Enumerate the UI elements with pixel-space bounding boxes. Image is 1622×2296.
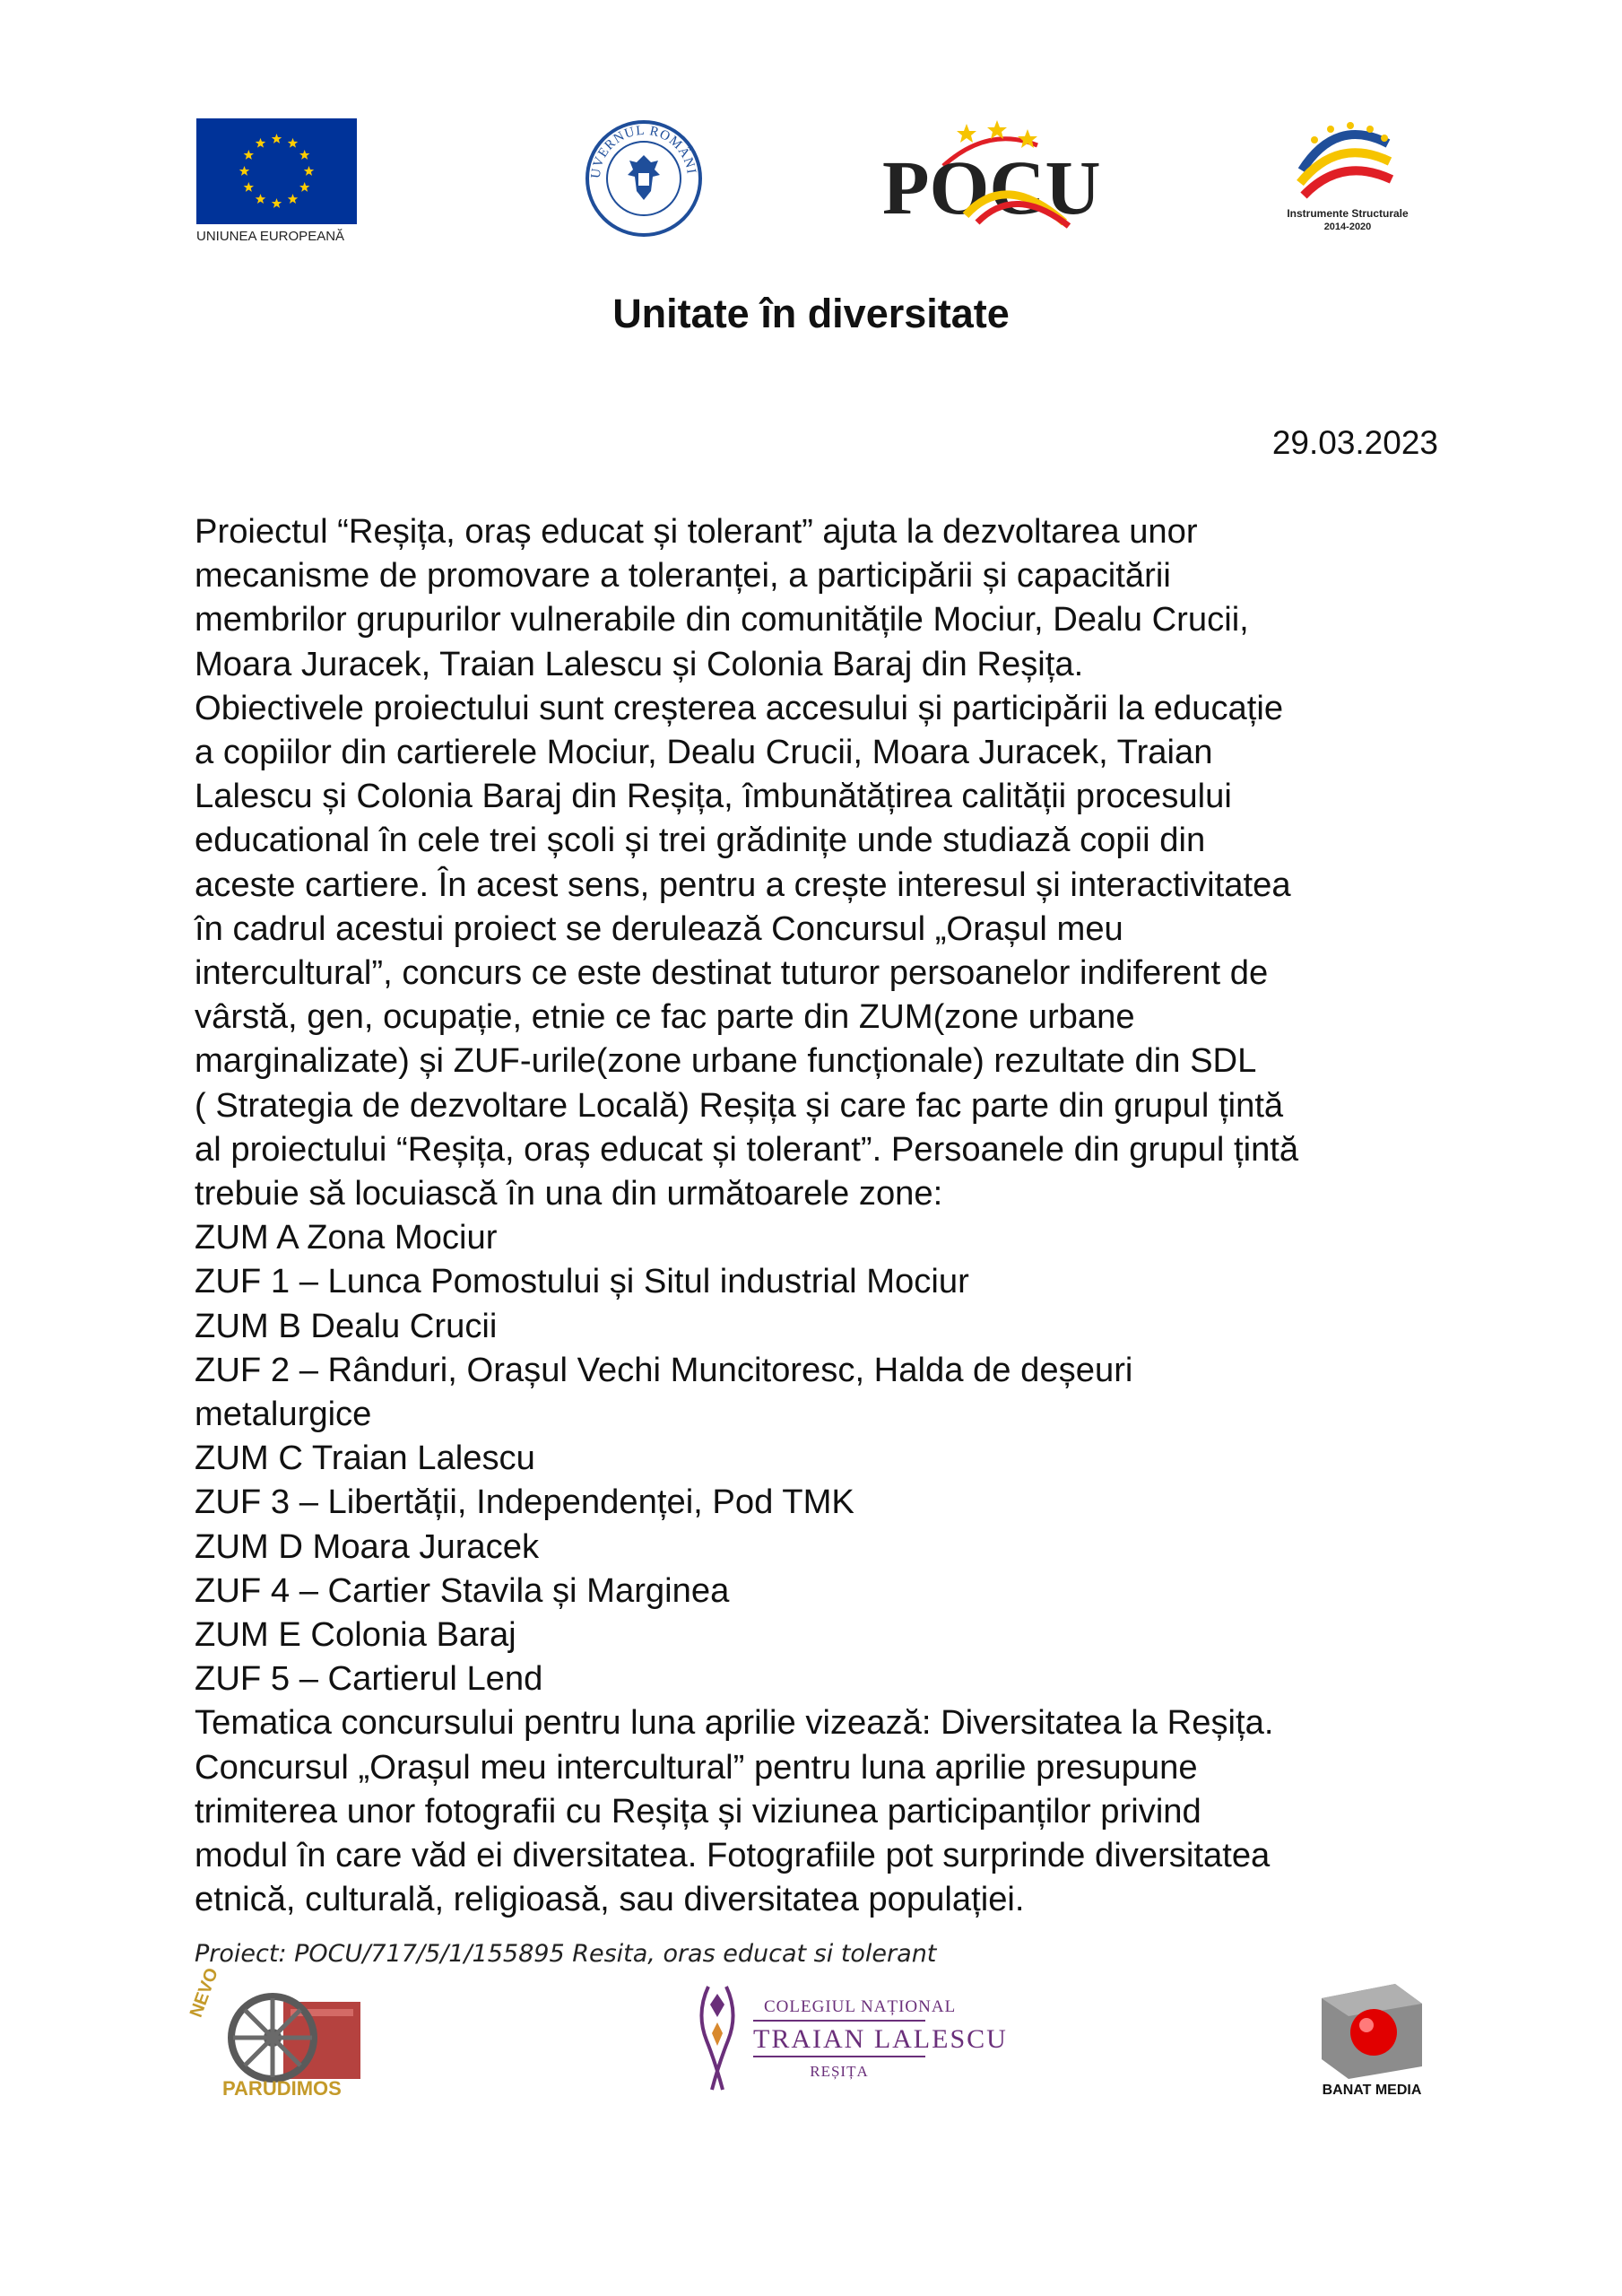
document-body xyxy=(195,509,1468,1922)
body-line: aceste cartiere. În acest sens, pentru a crește interesul și interactivitatea xyxy=(195,865,1291,904)
body-line: marginalizate) și ZUF-urile(zone urbane funcționale) rezultate din SDL xyxy=(195,1041,1257,1081)
nevo-text: NEVO xyxy=(186,1965,222,2021)
gov-seal-icon xyxy=(585,119,703,238)
eu-caption: UNIUNEA EUROPEANĂ xyxy=(196,229,345,244)
body-line: ( Strategia de dezvoltare Locală) Reșița și care fac parte din grupul țintă xyxy=(195,1085,1284,1125)
body-line: ZUM D Moara Juracek xyxy=(195,1526,540,1566)
body-line: ZUF 4 – Cartier Stavila și Marginea xyxy=(195,1570,730,1610)
parudimos-text: PARUDIMOS xyxy=(222,2077,342,2100)
instrumente-structurale-icon xyxy=(1282,117,1413,233)
body-line: ZUF 2 – Rânduri, Orașul Vechi Muncitoresc, Halda de deșeuri xyxy=(195,1350,1133,1389)
body-line: ZUM A Zona Mociur xyxy=(195,1218,498,1257)
body-line: etnică, culturală, religioasă, sau diversitatea populației. xyxy=(195,1880,1025,1919)
body-line: ZUM B Dealu Crucii xyxy=(195,1306,498,1345)
pocu-logo xyxy=(880,117,1112,229)
body-line: a copiilor din cartierele Mociur, Dealu Crucii, Moara Juracek, Traian xyxy=(195,733,1213,772)
nevo-parudimos-icon xyxy=(186,1965,369,2101)
eu-flag-logo xyxy=(196,118,357,244)
body-line: vârstă, gen, ocupație, etnie ce fac parte din ZUM(zone urbane xyxy=(195,997,1135,1037)
pocu-logo-icon xyxy=(880,117,1112,229)
body-line: trimiterea unor fotografii cu Reșița și viziunea participanților privind xyxy=(195,1791,1201,1831)
body-line: Concursul „Orașul meu intercultural” pentru luna aprilie presupune xyxy=(195,1747,1198,1787)
body-line: al proiectului “Reșița, oraș educat și tolerant”. Persoanele din grupul țintă xyxy=(195,1129,1299,1169)
body-line: ZUF 1 – Lunca Pomostului și Situl industrial Mociur xyxy=(195,1262,969,1301)
guvernul-romaniei-seal xyxy=(585,119,703,238)
body-line: Lalescu și Colonia Baraj din Reșița, îmbunătățirea calității procesului xyxy=(195,777,1232,816)
body-line: ZUM E Colonia Baraj xyxy=(195,1615,516,1655)
project-reference: Proiect: POCU/717/5/1/155895 Resita, oras educat si tolerant xyxy=(195,1940,937,1968)
body-line: ZUM C Traian Lalescu xyxy=(195,1439,535,1478)
banat-media-text: BANAT MEDIA xyxy=(1322,2083,1422,2098)
body-line: Obiectivele proiectului sunt creșterea accesului și participării la educație xyxy=(195,688,1284,727)
is-caption: Instrumente Structurale xyxy=(1287,207,1409,220)
body-line: intercultural”, concurs ce este destinat tuturor persoanelor indiferent de xyxy=(195,953,1269,993)
body-line: Tematica concursului pentru luna aprilie vizează: Diversitatea la Reșița. xyxy=(195,1703,1274,1743)
body-line: modul în care văd ei diversitatea. Fotografiile pot surprinde diversitatea xyxy=(195,1836,1271,1875)
colegiul-national-traian-lalescu-logo xyxy=(690,1978,1008,2094)
body-line: ZUF 3 – Libertății, Independenței, Pod TMK xyxy=(195,1483,854,1522)
colegiu-line2: TRAIAN LALESCU xyxy=(753,2024,1008,2054)
body-line: ZUF 5 – Cartierul Lend xyxy=(195,1659,543,1699)
body-line: Moara Juracek, Traian Lalescu și Colonia Baraj din Reșița. xyxy=(195,644,1084,683)
colegiu-line1: COLEGIUL NAȚIONAL xyxy=(764,1997,957,2016)
body-line: în cadrul acestui proiect se derulează Concursul „Orașul meu xyxy=(195,909,1123,948)
body-line: Proiectul “Reșița, oraș educat și tolerant” ajuta la dezvoltarea unor xyxy=(195,512,1198,551)
pocu-wordmark: POCU xyxy=(882,144,1101,230)
is-years: 2014-2020 xyxy=(1323,222,1372,232)
body-line: metalurgice xyxy=(195,1395,372,1434)
banat-media-icon xyxy=(1309,1980,1435,2097)
body-line: educational în cele trei școli și trei grădinițe unde studiază copii din xyxy=(195,821,1206,860)
body-line: mecanisme de promovare a toleranței, a participării și capacitării xyxy=(195,556,1171,596)
body-line: trebuie să locuiască în una din următoarele zone: xyxy=(195,1174,943,1213)
banat-media-logo xyxy=(1309,1980,1435,2097)
eu-flag-icon xyxy=(196,118,357,244)
instrumente-structurale-logo xyxy=(1282,117,1413,233)
body-line: membrilor grupurilor vulnerabile din comunitățile Mociur, Dealu Crucii, xyxy=(195,600,1249,639)
document-title: Unitate în diversitate xyxy=(612,291,1010,336)
document-date: 29.03.2023 xyxy=(1271,424,1438,461)
colegiu-line3: REȘIȚA xyxy=(810,2063,869,2080)
colegiu-icon xyxy=(690,1978,1008,2094)
nevo-parudimos-logo xyxy=(186,1965,369,2101)
gov-seal-text: UVERNUL ROMÂNI xyxy=(588,123,698,179)
